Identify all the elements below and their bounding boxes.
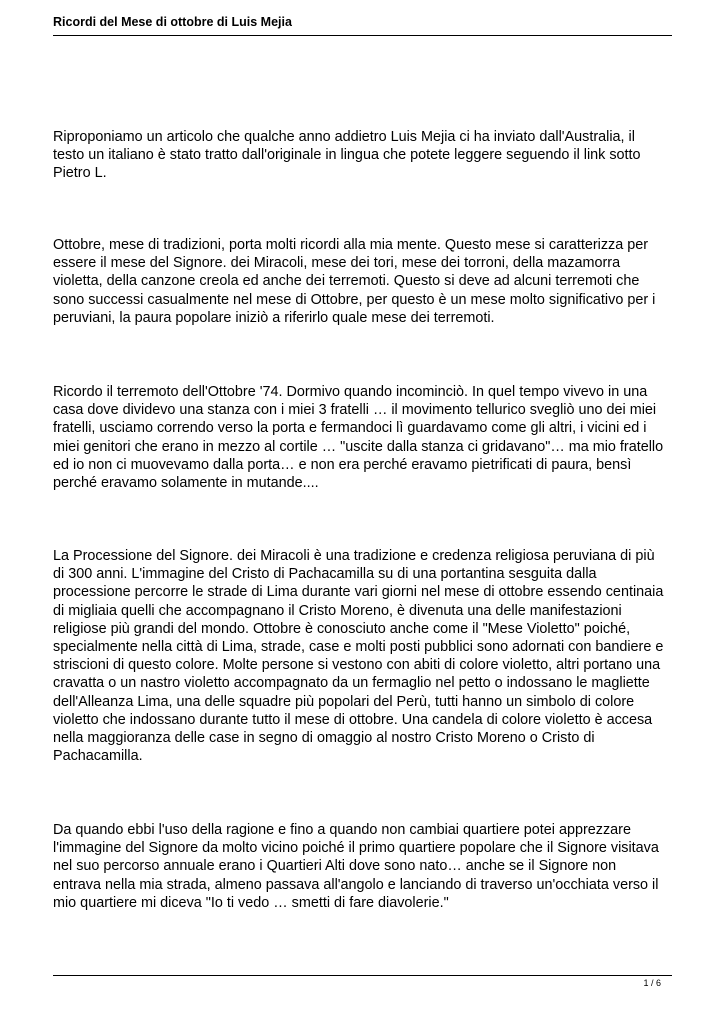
paragraph-procession: La Processione del Signore. dei Miracoli è una tradizione e credenza religiosa peruviana di più di 300 anni. L'immagine del Cristo di Pachacamilla su di una portantina sesguita dalla processione percorre le strade di Lima durante vari giorni nel mese di ottobre essendo centinaia di migliaia quelli che accompagnano il Cristo Moreno, è divenuta una delle manifestazioni religiose più grandi del mondo. Ottobre è conosciuto anche come il "Mese Violetto" poiché, specialmente nella città di Lima, strade, case e molti posti pubblici sono adornati con bandiere e striscioni di questo colore. Molte persone si vestono con abiti di colore violetto, altri portano una cravatta o un nastro violetto accompagnato da un fermaglio nel petto o indossano le magliette dell'Alleanza Lima, una delle squadre più popolari del Perù, tutti hanno un simbolo di colore violetto che indossano durante tutto il mese di ottobre. Una candela di colore violetto è accesa nella maggioranza delle case in segno di omaggio al nostro Cristo Moreno o Cristo di Pachacamilla. — [53, 548, 664, 765]
paragraph-neighborhood: Da quando ebbi l'uso della ragione e fino a quando non cambiai quartiere potei apprezzare l'immagine del Signore da molto vicino poiché il primo quartiere popolare che il Signore visitava nel suo percorso annuale erano i Quartieri Alti dove sono nato… anche se il Signore non entrava nella mia strada, almeno passava all'angolo e lanciando di traverso un'occhiata verso il mio quartiere mi diceva "Io ti vedo … smetti di fare diavolerie." — [53, 822, 659, 911]
document-header-title: Ricordi del Mese di ottobre di Luis Mejia — [53, 15, 292, 29]
paragraph-october-traditions: Ottobre, mese di tradizioni, porta molti ricordi alla mia mente. Questo mese si caratterizza per essere il mese del Signore. dei Miracoli, mese dei tori, mese dei torroni, della mazamorra violetta, della canzone creola ed anche dei terremoti. Questo si deve ad alcuni terremoti che sono successi casualmente nel mese di Ottobre, per questo è un mese molto significativo per i peruviani, la paura popolare iniziò a riferirlo quale mese dei terremoti. — [53, 237, 656, 326]
footer-divider — [53, 975, 672, 976]
paragraph-earthquake-memory: Ricordo il terremoto dell'Ottobre '74. Dormivo quando incominciò. In quel tempo vivevo in una casa dove dividevo una stanza con i miei 3 fratelli … il movimento tellurico svegliò uno dei miei fratelli, usciamo correndo verso la porta e fermandoci lì guardavamo come gli altri, i vicini ed i miei genitori che erano in mezzo al cortile … "uscite dalla stanza ci gridavano"… ma mio fratello ed io non ci muovevamo dalla porta… e non era perché eravamo pietrificati di paura, bensì perché eravamo solamente in mutande.... — [53, 384, 664, 492]
paragraph-intro: Riproponiamo un articolo che qualche anno addietro Luis Mejia ci ha inviato dall'Australia, il testo un italiano è stato tratto dall'originale in lingua che potete leggere seguendo il link sotto Pietro L. — [53, 129, 641, 182]
header-divider — [53, 35, 672, 36]
page-number: 1 / 6 — [643, 978, 661, 988]
